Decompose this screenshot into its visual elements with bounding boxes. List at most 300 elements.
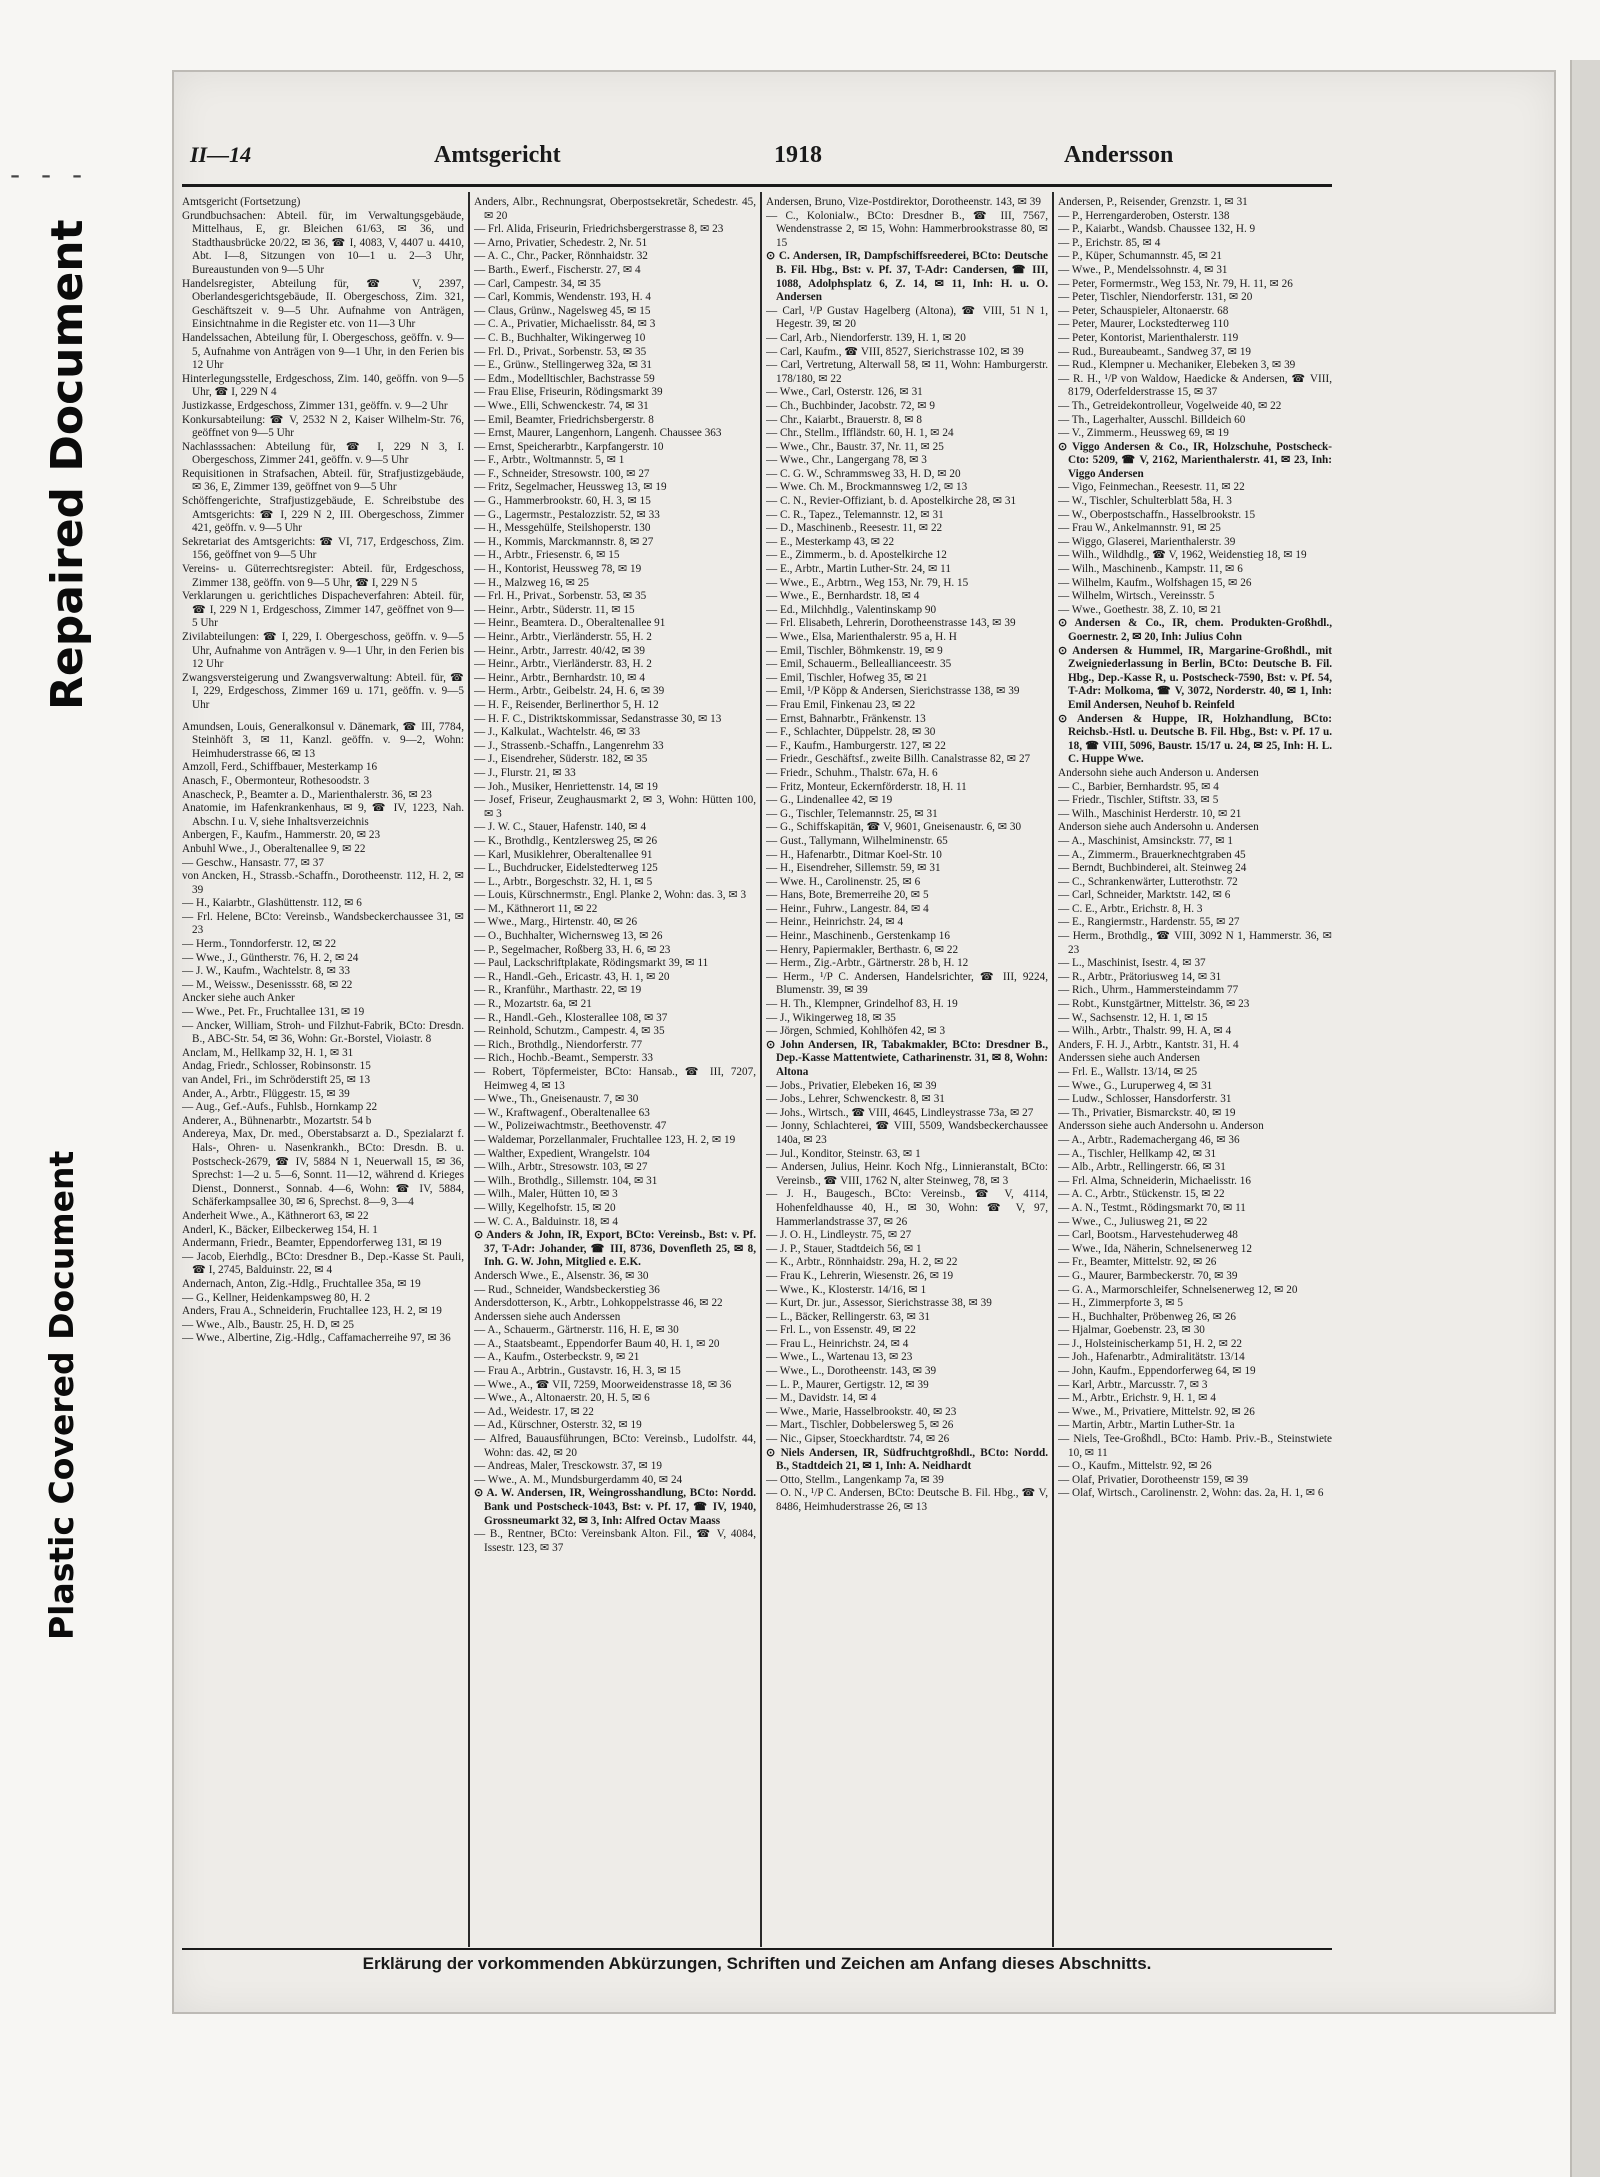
directory-entry: — Rud., Schneider, Wandsbeckerstieg 36 bbox=[474, 1283, 660, 1296]
page-number: II—14 bbox=[190, 142, 252, 167]
directory-entry: — Ernst, Speicherarbtr., Karpfangerstr. 10 bbox=[474, 440, 664, 453]
directory-entry: — Ancker, William, Stroh- und Filzhut-Fabrik, BCto: Dresdn. B., ABC-Str. 54, ✉ 36, Wohn: Gr.-Borstel, Vioiastr. 8 bbox=[182, 1019, 464, 1046]
directory-entry: — Friedr., Geschäftsf., zweite Billh. Canalstrasse 82, ✉ 27 bbox=[766, 753, 1031, 766]
directory-entry: — Robert, Töpfermeister, BCto: Hansab., ☎ III, 7207, Heimweg 4, ✉ 13 bbox=[474, 1066, 756, 1092]
directory-entry: — Jobs., Lehrer, Schwenckestr. 8, ✉ 31 bbox=[766, 1093, 945, 1106]
directory-entry: — J., Kalkulat., Wachtelstr. 46, ✉ 33 bbox=[474, 726, 641, 739]
directory-entry: Amundsen, Louis, Generalkonsul v. Dänemark, ☎ III, 7784, Steinhöft 3, ✉ 11, Kanzl. geöffn. v. 9—2, Wohn: Heimhuderstrasse 66, ✉ 13 bbox=[182, 720, 464, 760]
directory-entry: — W., Oberpostschaffn., Hasselbrookstr. 15 bbox=[1058, 508, 1256, 521]
directory-entry: — Hans, Bote, Bremerreihe 20, ✉ 5 bbox=[766, 889, 929, 902]
directory-entry: Andag, Friedr., Schlosser, Robinsonstr. 15 bbox=[182, 1060, 371, 1073]
directory-entry: — Frl. D., Privat., Sorbenstr. 53, ✉ 35 bbox=[474, 345, 647, 358]
column-divider bbox=[468, 192, 470, 1947]
directory-entry: — O., Kaufm., Mittelstr. 92, ✉ 26 bbox=[1058, 1460, 1212, 1473]
directory-entry: — Wwe., Ida, Näherin, Schnelsenerweg 12 bbox=[1058, 1242, 1252, 1255]
directory-entry: — Barth., Ewerf., Fischerstr. 27, ✉ 4 bbox=[474, 263, 641, 276]
directory-entry: — Wilh., Maschinenb., Kampstr. 11, ✉ 6 bbox=[1058, 563, 1243, 576]
directory-entry: — H., Eisendreher, Sillemstr. 59, ✉ 31 bbox=[766, 862, 941, 875]
directory-entry: Verklarungen u. gerichtliches Dispacheverfahren: Abteil. für, ☎ I, 229 N 1, Erdgeschoss, Zimmer 147, geöffnet von 9—5 Uhr bbox=[182, 590, 464, 630]
directory-entry: — Frl. E., Wallstr. 13/14, ✉ 25 bbox=[1058, 1066, 1198, 1078]
directory-entry: — J. P., Stauer, Stadtdeich 56, ✉ 1 bbox=[766, 1242, 922, 1255]
directory-entry: — J. W., Kaufm., Wachtelstr. 8, ✉ 33 bbox=[182, 965, 350, 978]
directory-entry: — Niels, Tee-Großhdl., BCto: Hamb. Priv.-B., Steinstwiete 10, ✉ 11 bbox=[1058, 1433, 1332, 1459]
directory-entry: — Wwe., E., Arbtrn., Weg 153, Nr. 79, H. 15 bbox=[766, 576, 969, 589]
directory-entry: — H. F. C., Distriktskommissar, Sedanstrasse 30, ✉ 13 bbox=[474, 712, 722, 725]
directory-entry: — K., Brothdlg., Kentzlersweg 25, ✉ 26 bbox=[474, 834, 658, 847]
directory-entry: — Edm., Modelltischler, Bachstrasse 59 bbox=[474, 372, 655, 385]
directory-entry: Anatomie, im Hafenkrankenhaus, ✉ 9, ☎ IV, 1223, Nah. Abschn. I u. V, siehe Inhaltsverzeichnis bbox=[182, 802, 464, 828]
directory-entry: — C. A., Privatier, Michaelisstr. 84, ✉ 3 bbox=[474, 318, 656, 331]
directory-entry: Vereins- u. Güterrechtsregister: Abteil. für, Erdgeschoss, Zimmer 138, geöffn. von 9—5 Uhr, ☎ I, 229 N 5 bbox=[182, 563, 464, 589]
directory-entry: Anderer, A., Bühnenarbtr., Mozartstr. 54 b bbox=[182, 1114, 372, 1127]
column-3 bbox=[766, 192, 1048, 1951]
directory-entry: — Heinr., Arbtr., Vierländerstr. 55, H. 2 bbox=[474, 631, 652, 643]
directory-entry: — Chr., Kaiarbt., Brauerstr. 8, ✉ 8 bbox=[766, 413, 923, 426]
directory-entry: ⊙ Niels Andersen, IR, Südfruchtgroßhdl., BCto: Nordd. B., Stadtdeich 21, ✉ 1, Inh: A. Neidhardt bbox=[766, 1446, 1048, 1473]
directory-entry: — G., Hammerbrookstr. 60, H. 3, ✉ 15 bbox=[474, 495, 651, 508]
directory-entry: von Ancken, H., Strassb.-Schaffn., Dorotheenstr. 112, H. 2, ✉ 39 bbox=[182, 870, 464, 896]
directory-entry: — Heinr., Arbtr., Jarrestr. 40/42, ✉ 39 bbox=[474, 644, 645, 657]
header-rule bbox=[182, 184, 1332, 187]
directory-entry: — Heinr., Fuhrw., Langestr. 84, ✉ 4 bbox=[766, 902, 929, 915]
directory-entry: — Jörgen, Schmied, Kohlhöfen 42, ✉ 3 bbox=[766, 1025, 946, 1038]
directory-entry: — Wwe., C., Juliusweg 21, ✉ 22 bbox=[1058, 1215, 1208, 1228]
directory-entry: — G. A., Marmorschleifer, Schnelsenerweg 12, ✉ 20 bbox=[1058, 1283, 1298, 1296]
directory-entry: — P., Kaiarbt., Wandsb. Chaussee 132, H. 9 bbox=[1058, 223, 1256, 236]
directory-entry: — Ad., Weidestr. 17, ✉ 22 bbox=[474, 1405, 594, 1418]
directory-entry: — A., Zimmerm., Brauerknechtgraben 45 bbox=[1058, 848, 1246, 861]
directory-entry: — Heinr., Arbtr., Vierländerstr. 83, H. 2 bbox=[474, 658, 652, 671]
directory-entry: — Frau Elise, Friseurin, Rödingsmarkt 39 bbox=[474, 386, 663, 399]
directory-entry: — C. B., Buchhalter, Wikingerweg 10 bbox=[474, 331, 646, 344]
directory-entry: — E., Arbtr., Martin Luther-Str. 24, ✉ 11 bbox=[766, 563, 951, 576]
directory-entry: — Gust., Tallymann, Wilhelminenstr. 65 bbox=[766, 834, 948, 847]
directory-entry: — A., Maschinist, Amsinckstr. 77, ✉ 1 bbox=[1058, 834, 1234, 847]
directory-entry: — R., Arbtr., Prätoriusweg 14, ✉ 31 bbox=[1058, 970, 1222, 983]
directory-entry: — Mart., Tischler, Dobbelersweg 5, ✉ 26 bbox=[766, 1419, 954, 1432]
directory-entry: — Martin, Arbtr., Martin Luther-Str. 1a bbox=[1058, 1419, 1235, 1432]
directory-entry: — Alfred, Bauausführungen, BCto: Vereinsb., Ludolfstr. 44, Wohn: das. 42, ✉ 20 bbox=[474, 1433, 756, 1459]
directory-entry: — Waldemar, Porzellanmaler, Fruchtallee 123, H. 2, ✉ 19 bbox=[474, 1133, 736, 1146]
directory-entry: — Herm., ¹/P C. Andersen, Handelsrichter, ☎ III, 9224, Blumenstr. 39, ✉ 39 bbox=[766, 970, 1048, 997]
directory-entry: — Jul., Konditor, Steinstr. 63, ✉ 1 bbox=[766, 1147, 921, 1160]
directory-entry: — Carl, Kaufm., ☎ VIII, 8527, Sierichstrasse 102, ✉ 39 bbox=[766, 345, 1024, 358]
directory-entry: — A., Schauerm., Gärtnerstr. 116, H. E, ✉ 30 bbox=[474, 1324, 679, 1337]
directory-entry: — P., Erichstr. 85, ✉ 4 bbox=[1058, 236, 1161, 249]
column-2 bbox=[474, 192, 756, 1951]
column-1 bbox=[182, 192, 464, 1951]
directory-entry: — Jobs., Privatier, Elebeken 16, ✉ 39 bbox=[766, 1079, 937, 1092]
directory-entry: ⊙ Andersen & Huppe, IR, Holzhandlung, BCto: Reichsb.-Hstl. u. Deutsche B. Fil. Hbg., Bst: v. Pf. 17 u. 18, ☎ VIII, 5096, Baustr. 15/17 u. 24, ✉ 25, Inh: H. L. C. Huppe Wwe. bbox=[1058, 712, 1332, 766]
directory-entry: Anasch, F., Obermonteur, Rothesoodstr. 3 bbox=[182, 774, 370, 787]
directory-entry: — Rich., Hochb.-Beamt., Semperstr. 33 bbox=[474, 1052, 653, 1065]
directory-entry: — A., Arbtr., Rademachergang 46, ✉ 36 bbox=[1058, 1133, 1240, 1146]
directory-entry: — W., Tischler, Schulterblatt 58a, H. 3 bbox=[1058, 495, 1232, 508]
directory-entry: Ancker siehe auch Anker bbox=[182, 992, 295, 1005]
directory-entry: — Carl, Schneider, Marktstr. 142, ✉ 6 bbox=[1058, 889, 1231, 902]
plastic-covered-label: Plastic Covered Document bbox=[42, 1150, 81, 1640]
directory-entry: — Karl, Musiklehrer, Oberaltenallee 91 bbox=[474, 848, 653, 861]
directory-entry: — H., Messgehülfe, Steilshoperstr. 130 bbox=[474, 522, 651, 535]
directory-entry: — Ernst, Maurer, Langenhorn, Langenh. Chaussee 363 bbox=[474, 427, 722, 440]
directory-entry: — Jacob, Eierhdlg., BCto: Dresdner B., Dep.-Kasse St. Pauli, ☎ I, 2745, Balduinstr. 22, ✉ 4 bbox=[182, 1250, 464, 1277]
directory-entry: — Herm., Zig.-Arbtr., Gärtnerstr. 28 b, H. 12 bbox=[766, 957, 969, 970]
directory-entry: — O. N., ¹/P C. Andersen, BCto: Deutsche B. Fil. Hbg., ☎ V, 8486, Heimhuderstrasse 26, ✉ 13 bbox=[766, 1487, 1048, 1513]
directory-entry: — H., Arbtr., Friesenstr. 6, ✉ 15 bbox=[474, 549, 620, 562]
directory-entry: Andersen, Bruno, Vize-Postdirektor, Dorotheenstr. 143, ✉ 39 bbox=[766, 196, 1041, 208]
directory-entry: — Wwe., Pet. Fr., Fruchtallee 131, ✉ 19 bbox=[182, 1006, 365, 1019]
directory-entry: — Heinr., Arbtr., Bernhardstr. 10, ✉ 4 bbox=[474, 671, 645, 684]
directory-entry: — Andersen, Julius, Heinr. Koch Nfg., Linnieranstalt, BCto: Vereinsb., ☎ VIII, 1762 N, alter Steinweg, 78, ✉ 3 bbox=[766, 1161, 1048, 1187]
directory-entry: — A. C., Chr., Packer, Rönnhaidstr. 32 bbox=[474, 250, 648, 263]
directory-entry: — A., Kaufm., Osterbeckstr. 9, ✉ 21 bbox=[474, 1351, 640, 1364]
directory-entry: — Wwe., Chr., Langergang 78, ✉ 3 bbox=[766, 454, 927, 467]
column-divider bbox=[760, 192, 762, 1947]
directory-entry: — J., Eisendreher, Süderstr. 182, ✉ 35 bbox=[474, 753, 648, 766]
directory-entry: — Th., Privatier, Bismarckstr. 40, ✉ 19 bbox=[1058, 1106, 1236, 1119]
directory-entry: Anderssen siehe auch Andersen bbox=[1058, 1052, 1200, 1065]
directory-entry: — R., Handl.-Geh., Ericastr. 43, H. 1, ✉ 20 bbox=[474, 970, 670, 983]
directory-entry: Nachlasssachen: Abteilung für, ☎ I, 229 N 3, I. Obergeschoss, Zimmer 241, geöffn. v. 9—5 Uhr bbox=[182, 440, 464, 467]
directory-entry: — E., Rangiermstr., Hardenstr. 55, ✉ 27 bbox=[1058, 916, 1240, 929]
directory-entry: — Herm., Arbtr., Geibelstr. 24, H. 6, ✉ 39 bbox=[474, 685, 665, 698]
directory-entry: — Wwe., Marg., Hirtenstr. 40, ✉ 26 bbox=[474, 916, 638, 929]
directory-entry: — Herm., Brothdlg., ☎ VIII, 3092 N 1, Hammerstr. 36, ✉ 23 bbox=[1058, 930, 1332, 956]
repaired-document-label: Repaired Document bbox=[42, 219, 93, 710]
directory-entry: — M., Weissw., Desenissstr. 68, ✉ 22 bbox=[182, 978, 353, 991]
side-label-strip bbox=[22, 120, 92, 1640]
directory-entry: — Alb., Arbtr., Rellingerstr. 66, ✉ 31 bbox=[1058, 1161, 1226, 1174]
directory-entry: Handelsregister, Abteilung für, ☎ V, 2397, Oberlandesgerichtsgebäude, II. Obergeschoss, Zim. 321, Geschäftszeit v. 9—5 Uhr. Aufnahme von Anträgen, Einsichtnahme in die Register etc. von 11—3 Uhr bbox=[182, 277, 464, 331]
directory-entry: Konkursabteilung: ☎ V, 2532 N 2, Kaiser Wilhelm-Str. 76, geöffnet von 9—5 Uhr bbox=[182, 413, 464, 440]
directory-entry: — E., Zimmerm., b. d. Apostelkirche 12 bbox=[766, 549, 947, 562]
directory-entry: — Frl. H., Privat., Sorbenstr. 53, ✉ 35 bbox=[474, 590, 647, 603]
directory-entry: Anders, F. H. J., Arbtr., Kantstr. 31, H. 4 bbox=[1058, 1038, 1239, 1051]
directory-entry: — R. H., ¹/P von Waldow, Haedicke & Andersen, ☎ VIII, 8179, Oderfelderstrasse 15, ✉ 37 bbox=[1058, 372, 1332, 399]
directory-entry: — Emil, Tischler, Böhmkenstr. 19, ✉ 9 bbox=[766, 644, 943, 657]
directory-entry: — Emil, ¹/P Köpp & Andersen, Sierichstrasse 138, ✉ 39 bbox=[766, 685, 1020, 698]
directory-entry: — W., Polizeiwachtmstr., Beethovenstr. 47 bbox=[474, 1120, 667, 1133]
directory-entry: — G., Schiffskapitän, ☎ V, 9601, Gneisenaustr. 6, ✉ 30 bbox=[766, 821, 1022, 834]
directory-entry: ⊙ Anders & John, IR, Export, BCto: Vereinsb., Bst: v. Pf. 37, T-Adr: Johander, ☎ III, 8736, Dovenfleth 25, ✉ 8, Inh. G. W. John, Mitglied e. E.K. bbox=[474, 1229, 756, 1269]
directory-entry: — D., Maschinenb., Reesestr. 11, ✉ 22 bbox=[766, 522, 943, 535]
directory-entry: — Carl, Bootsm., Harvestehuderweg 48 bbox=[1058, 1229, 1238, 1242]
directory-entry: — Wwe., M., Privatiere, Mittelstr. 92, ✉ 26 bbox=[1058, 1405, 1255, 1418]
directory-entry: — Emil, Beamter, Friedrichsbergerstr. 8 bbox=[474, 413, 654, 426]
directory-entry: — Aug., Gef.-Aufs., Fuhlsb., Hornkamp 22 bbox=[182, 1101, 378, 1114]
directory-entry: — Rud., Klempner u. Mechaniker, Elebeken 3, ✉ 39 bbox=[1058, 359, 1296, 372]
directory-entry: — Wwe., A., ☎ VII, 7259, Moorweidenstrasse 18, ✉ 36 bbox=[474, 1378, 732, 1391]
directory-entry: — Frl. Helene, BCto: Vereinsb., Wandsbeckerchaussee 31, ✉ 23 bbox=[182, 910, 464, 937]
directory-entry: — Andreas, Maler, Tresckowstr. 37, ✉ 19 bbox=[474, 1460, 662, 1473]
directory-entry: — Wwe., K., Klosterstr. 14/16, ✉ 1 bbox=[766, 1283, 927, 1296]
directory-entry: — Wwe. H., Carolinenstr. 25, ✉ 6 bbox=[766, 875, 921, 888]
directory-entry: Andermann, Friedr., Beamter, Eppendorferweg 131, ✉ 19 bbox=[182, 1237, 442, 1250]
directory-entry: — E., Mesterkamp 43, ✉ 22 bbox=[766, 535, 895, 548]
directory-entry: — Wwe., E., Bernhardstr. 18, ✉ 4 bbox=[766, 590, 920, 603]
directory-entry: — Olaf, Privatier, Dorotheenstr 159, ✉ 39 bbox=[1058, 1473, 1249, 1486]
directory-entry: Justizkasse, Erdgeschoss, Zimmer 131, geöffn. v. 9—2 Uhr bbox=[182, 399, 448, 412]
directory-entry: Andersen, P., Reisender, Grenzstr. 1, ✉ 31 bbox=[1058, 196, 1248, 208]
directory-entry: — J., Strassenb.-Schaffn., Langenrehm 33 bbox=[474, 739, 664, 752]
directory-entry: — H., Kontorist, Heussweg 78, ✉ 19 bbox=[474, 563, 642, 576]
directory-entry: Andersohn siehe auch Anderson u. Andersen bbox=[1058, 766, 1259, 779]
directory-entry: Andersdotterson, K., Arbtr., Lohkoppelstrasse 46, ✉ 22 bbox=[474, 1297, 723, 1310]
directory-entry: — A., Staatsbeamt., Eppendorfer Baum 40, H. 1, ✉ 20 bbox=[474, 1337, 720, 1350]
directory-entry: — Wilh., Wildhdlg., ☎ V, 1962, Weidenstieg 18, ✉ 19 bbox=[1058, 549, 1307, 562]
directory-entry: — R., Mozartstr. 6a, ✉ 21 bbox=[474, 998, 592, 1011]
directory-entry: Andersson siehe auch Andersohn u. Anderson bbox=[1058, 1120, 1264, 1133]
directory-entry: — Peter, Maurer, Lockstedterweg 110 bbox=[1058, 318, 1229, 331]
directory-entry: — Josef, Friseur, Zeughausmarkt 2, ✉ 3, Wohn: Hütten 100, ✉ 3 bbox=[474, 794, 756, 820]
directory-entry: — C., Schrankenwärter, Lutterothstr. 72 bbox=[1058, 875, 1238, 888]
directory-entry: — Frl. Alma, Schneiderin, Michaelisstr. 16 bbox=[1058, 1174, 1251, 1187]
directory-entry: — G., Lindenallee 42, ✉ 19 bbox=[766, 794, 893, 807]
page-header bbox=[174, 142, 1554, 188]
directory-entry: — Hjalmar, Goebenstr. 23, ✉ 30 bbox=[1058, 1324, 1205, 1337]
directory-entry: — Emil, Schauerm., Belleallianceestr. 35 bbox=[766, 658, 952, 671]
directory-entry: — Wwe., Elsa, Marienthalerstr. 95 a, H. H bbox=[766, 631, 957, 643]
directory-entry: — Wwe., A. M., Mundsburgerdamm 40, ✉ 24 bbox=[474, 1473, 683, 1486]
directory-entry: — A., Tischler, Hellkamp 42, ✉ 31 bbox=[1058, 1147, 1217, 1160]
directory-entry: ⊙ A. W. Andersen, IR, Weingrosshandlung, BCto: Nordd. Bank und Postscheck-1043, Bst: v. Pf. 17, ☎ IV, 1940, Grossneumarkt 32, ✉ 3, Inh: Alfred Octav Maass bbox=[474, 1487, 756, 1527]
directory-entry: — Wwe., Alb., Baustr. 25, H. D, ✉ 25 bbox=[182, 1318, 355, 1331]
directory-entry: — Wwe., Albertine, Zig.-Hdlg., Caffamacherreihe 97, ✉ 36 bbox=[182, 1332, 451, 1345]
directory-entry: — Fritz, Monteur, Eckernförderstr. 18, H. 11 bbox=[766, 780, 967, 793]
directory-entry: — Wwe., J., Güntherstr. 76, H. 2, ✉ 24 bbox=[182, 951, 359, 964]
column-4 bbox=[1058, 192, 1332, 1951]
directory-entry: Andersch Wwe., E., Alsenstr. 36, ✉ 30 bbox=[474, 1269, 649, 1282]
directory-entry: — Wilh., Arbtr., Stresowstr. 103, ✉ 27 bbox=[474, 1161, 648, 1174]
scan-edge bbox=[1570, 60, 1600, 2177]
edge-dashes: - - - bbox=[10, 158, 89, 191]
directory-entry: — Rud., Bureaubeamt., Sandweg 37, ✉ 19 bbox=[1058, 345, 1252, 358]
directory-entry: — Emil, Tischler, Hofweg 35, ✉ 21 bbox=[766, 671, 928, 684]
directory-entry: — F., Schlachter, Düppelstr. 28, ✉ 30 bbox=[766, 726, 936, 739]
directory-entry: — L., Bäcker, Rellingerstr. 63, ✉ 31 bbox=[766, 1310, 930, 1323]
directory-entry: — J., Holsteinischerkamp 51, H. 2, ✉ 22 bbox=[1058, 1337, 1243, 1350]
directory-entry: — Wilhelm, Kaufm., Wolfshagen 15, ✉ 26 bbox=[1058, 576, 1252, 589]
directory-entry: — Otto, Stellm., Langenkamp 7a, ✉ 39 bbox=[766, 1473, 944, 1486]
directory-entry: — C., Kolonialw., BCto: Dresdner B., ☎ III, 7567, Wendenstrasse 2, ✉ 15, Wohn: Hammerbrookstrasse 80, ✉ 15 bbox=[766, 209, 1048, 249]
directory-entry: — H. F., Reisender, Berlinerthor 5, H. 12 bbox=[474, 698, 659, 711]
directory-entry: — Rich., Brothdlg., Niendorferstr. 77 bbox=[474, 1038, 643, 1051]
directory-entry: — Paul, Lackschriftplakate, Rödingsmarkt 39, ✉ 11 bbox=[474, 957, 709, 970]
directory-entry: — Frau W., Ankelmannstr. 91, ✉ 25 bbox=[1058, 522, 1221, 535]
directory-entry: — Carl, Vertretung, Alterwall 58, ✉ 11, Wohn: Hamburgerstr. 178/180, ✉ 22 bbox=[766, 359, 1048, 385]
directory-entry: van Andel, Fri., im Schröderstift 25, ✉ 13 bbox=[182, 1074, 371, 1086]
directory-entry: Anclam, M., Hellkamp 32, H. 1, ✉ 31 bbox=[182, 1046, 354, 1059]
directory-entry: Anderssen siehe auch Anderssen bbox=[474, 1310, 621, 1323]
directory-entry: ⊙ Andersen & Co., IR, chem. Produkten-Großhdl., Goernestr. 2, ✉ 20, Inh: Julius Cohn bbox=[1058, 617, 1332, 643]
directory-entry: — L., Arbtr., Borgeschstr. 32, H. 1, ✉ 5 bbox=[474, 875, 653, 888]
directory-entry: — Rich., Uhrm., Hammersteindamm 77 bbox=[1058, 984, 1239, 997]
directory-entry: — J. O. H., Lindleystr. 75, ✉ 27 bbox=[766, 1229, 912, 1242]
directory-entry: — Joh., Hafenarbtr., Admiralitätstr. 13/14 bbox=[1058, 1351, 1245, 1364]
directory-entry: — Ch., Buchbinder, Jacobstr. 72, ✉ 9 bbox=[766, 399, 935, 412]
directory-entry: — F., Arbtr., Woltmannstr. 5, ✉ 1 bbox=[474, 454, 625, 467]
directory-entry: Hinterlegungsstelle, Erdgeschoss, Zim. 140, geöffn. von 9—5 Uhr, ☎ I, 229 N 4 bbox=[182, 372, 464, 399]
directory-entry: — R., Handl.-Geh., Klosterallee 108, ✉ 37 bbox=[474, 1011, 668, 1024]
directory-entry: — Carl, Kommis, Wendenstr. 193, H. 4 bbox=[474, 291, 651, 304]
directory-entry: Anbergen, F., Kaufm., Hammerstr. 20, ✉ 23 bbox=[182, 829, 381, 842]
directory-entry: — H., Zimmerpforte 3, ✉ 5 bbox=[1058, 1297, 1183, 1310]
directory-entry: — Wwe., A., Altonaerstr. 20, H. 5, ✉ 6 bbox=[474, 1392, 650, 1405]
directory-entry: — Heinr., Arbtr., Süderstr. 11, ✉ 15 bbox=[474, 603, 635, 616]
directory-entry: — L., Maschinist, Isestr. 4, ✉ 37 bbox=[1058, 957, 1206, 970]
directory-entry: — Frl. L., von Essenstr. 49, ✉ 22 bbox=[766, 1324, 916, 1337]
directory-entry: — Wilh., Brothdlg., Sillemstr. 104, ✉ 31 bbox=[474, 1174, 658, 1187]
directory-entry: — L. P., Maurer, Gertigstr. 12, ✉ 39 bbox=[766, 1378, 929, 1391]
directory-entry: Anascheck, P., Beamter a. D., Marienthalerstr. 36, ✉ 23 bbox=[182, 788, 432, 801]
directory-entry: — Wilh., Maler, Hütten 10, ✉ 3 bbox=[474, 1188, 618, 1201]
directory-entry: Anderson siehe auch Andersohn u. Andersen bbox=[1058, 821, 1259, 834]
directory-entry: — Wwe., Goethestr. 38, Z. 10, ✉ 21 bbox=[1058, 603, 1222, 616]
directory-entry: — G., Maurer, Barmbeckerstr. 70, ✉ 39 bbox=[1058, 1269, 1238, 1282]
directory-entry: — H., Hafenarbtr., Ditmar Koel-Str. 10 bbox=[766, 848, 942, 861]
directory-entry: — W., Kraftwagenf., Oberaltenallee 63 bbox=[474, 1106, 650, 1119]
directory-entry: ⊙ Andersen & Hummel, IR, Margarine-Großhdl., mit Zweigniederlassung in Berlin, BCto: Deutsche B. Fil. Hbg., Dep.-Kasse R, u. Postscheck-7590, Bst: v. Pf. 54, T-Adr: Molkoma, ☎ V, 3072, Norderstr. 40, ✉ 1, Inh: Emil Andersen, Neuhof b. Reinfeld bbox=[1058, 644, 1332, 711]
directory-entry: — Wwe., Th., Gneisenaustr. 7, ✉ 30 bbox=[474, 1093, 639, 1106]
directory-entry: — P., Herrengarderoben, Osterstr. 138 bbox=[1058, 209, 1230, 222]
directory-entry: — M., Käthnerort 11, ✉ 22 bbox=[474, 902, 598, 915]
directory-entry: Zwangsversteigerung und Zwangsverwaltung: Abteil. für, ☎ I, 229, Erdgeschoss, Zimmer 169 u. 171, geöffn. v. 9—5 Uhr bbox=[182, 671, 464, 711]
directory-entry: — C., Barbier, Bernhardstr. 95, ✉ 4 bbox=[1058, 780, 1219, 793]
directory-entry: — Heinr., Maschinenb., Gerstenkamp 16 bbox=[766, 930, 950, 943]
directory-entry: — Peter, Tischler, Niendorferstr. 131, ✉ 20 bbox=[1058, 291, 1253, 304]
directory-entry: — Carl, Campestr. 34, ✉ 35 bbox=[474, 277, 601, 290]
directory-entry: — Ludw., Schlosser, Hansdorferstr. 31 bbox=[1058, 1093, 1232, 1106]
directory-entry: — Friedr., Tischler, Stiftstr. 33, ✉ 5 bbox=[1058, 794, 1219, 807]
directory-entry: — Willy, Kegelhofstr. 15, ✉ 20 bbox=[474, 1201, 616, 1214]
directory-entry: — J., Flurstr. 21, ✉ 33 bbox=[474, 766, 576, 779]
directory-entry: — Wwe. Ch. M., Brockmannsweg 1/2, ✉ 13 bbox=[766, 481, 968, 494]
directory-entry: — W., Sachsenstr. 12, H. 1, ✉ 15 bbox=[1058, 1011, 1208, 1024]
directory-entry: — Jonny, Schlachterei, ☎ VIII, 5509, Wandsbeckerchaussee 140a, ✉ 23 bbox=[766, 1120, 1048, 1146]
directory-entry: — Wwe., P., Mendelssohnstr. 4, ✉ 31 bbox=[1058, 263, 1228, 276]
directory-entry: Andernach, Anton, Zig.-Hdlg., Fruchtallee 35a, ✉ 19 bbox=[182, 1277, 421, 1290]
directory-entry: — Frl. Elisabeth, Lehrerin, Dorotheenstrasse 143, ✉ 39 bbox=[766, 617, 1016, 630]
directory-entry: — Heinr., Heinrichstr. 24, ✉ 4 bbox=[766, 916, 904, 929]
directory-entry: ⊙ C. Andersen, IR, Dampfschiffsreederei, BCto: Deutsche B. Fil. Hbg., Bst: v. Pf. 37, T-Adr: Candersen, ☎ III, 1088, Adolphsplatz 6, Z. 14, ✉ 11, Inh: H. u. O. Andersen bbox=[766, 250, 1048, 304]
directory-entry: — Wwe., Marie, Hasselbrookstr. 40, ✉ 23 bbox=[766, 1405, 957, 1418]
directory-entry: Anders, Frau A., Schneiderin, Fruchtallee 123, H. 2, ✉ 19 bbox=[182, 1305, 442, 1318]
directory-entry: — Herm., Tonndorferstr. 12, ✉ 22 bbox=[182, 938, 337, 951]
directory-entry: — Wwe., Chr., Baustr. 37, Nr. 11, ✉ 25 bbox=[766, 440, 944, 453]
directory-entry: — Robt., Kunstgärtner, Mittelstr. 36, ✉ 23 bbox=[1058, 998, 1250, 1011]
directory-entry: — J., Wikingerweg 18, ✉ 35 bbox=[766, 1011, 896, 1024]
directory-entry: Ander, A., Arbtr., Flüggestr. 15, ✉ 39 bbox=[182, 1087, 350, 1100]
directory-entry: — Peter, Schauspieler, Altonaerstr. 68 bbox=[1058, 304, 1229, 317]
directory-entry: Amzoll, Ferd., Schiffbauer, Mesterkamp 16 bbox=[182, 761, 378, 774]
directory-entry: — Vigo, Feinmechan., Reesestr. 11, ✉ 22 bbox=[1058, 481, 1245, 494]
directory-entry: — Nic., Gipser, Stoeckhardtstr. 74, ✉ 26 bbox=[766, 1433, 950, 1446]
directory-entry: — Johs., Wirtsch., ☎ VIII, 4645, Lindleystrasse 73a, ✉ 27 bbox=[766, 1106, 1034, 1119]
directory-entry: Zivilabteilungen: ☎ I, 229, I. Obergeschoss, geöffn. v. 9—5 Uhr, Aufnahme von Anträgen v. 9—1 Uhr, in den Ferien bis 12 Uhr bbox=[182, 631, 464, 671]
directory-entry: — J. H., Baugesch., BCto: Vereinsb., ☎ V, 4114, Hohenfeldhausse 40, H., ✉ 30, Wohn: ☎ V, 97, Hammerlandstrasse 37, ✉ 26 bbox=[766, 1188, 1048, 1228]
section-title: Amtsgericht bbox=[434, 142, 561, 168]
directory-entry: — M., Arbtr., Erichstr. 9, H. 1, ✉ 4 bbox=[1058, 1392, 1216, 1405]
directory-entry: — W. C. A., Balduinstr. 18, ✉ 4 bbox=[474, 1215, 618, 1228]
directory-entry: — Wwe., Elli, Schwenckestr. 74, ✉ 31 bbox=[474, 399, 649, 412]
directory-entry: — E., Grünw., Stellingerweg 32a, ✉ 31 bbox=[474, 359, 652, 372]
directory-entry: — Peter, Kontorist, Marienthalerstr. 119 bbox=[1058, 331, 1239, 344]
directory-entry: — L., Buchdrucker, Eidelstedterweg 125 bbox=[474, 862, 658, 875]
directory-entry: Anderl, K., Bäcker, Eilbeckerweg 154, H. 1 bbox=[182, 1223, 378, 1236]
directory-entry bbox=[182, 713, 464, 721]
directory-entry: — Berndt, Buchbinderei, alt. Steinweg 24 bbox=[1058, 862, 1247, 875]
directory-entry: — Olaf, Wirtsch., Carolinenstr. 2, Wohn: das. 2a, H. 1, ✉ 6 bbox=[1058, 1487, 1324, 1500]
directory-entry: — Th., Lagerhalter, Ausschl. Billdeich 60 bbox=[1058, 413, 1246, 426]
directory-entry: Schöffengerichte, Strafjustizgebäude, E. Schreibstube des Amtsgerichts: ☎ I, 229 N 2, III. Obergeschoss, Zimmer 421, geöffn. v. 9—5 Uhr bbox=[182, 495, 464, 535]
directory-entry: — Frau A., Arbtrin., Gustavstr. 16, H. 3, ✉ 15 bbox=[474, 1365, 681, 1378]
directory-entry: — C. E., Arbtr., Erichstr. 8, H. 3 bbox=[1058, 902, 1203, 915]
directory-entry: — Joh., Musiker, Henriettenstr. 14, ✉ 19 bbox=[474, 780, 658, 793]
directory-entry: — P., Segelmacher, Roßberg 33, H. 6, ✉ 23 bbox=[474, 943, 671, 956]
directory-entry: — Wwe., L., Wartenau 13, ✉ 23 bbox=[766, 1351, 913, 1364]
running-name: Andersson bbox=[1064, 142, 1174, 168]
columns bbox=[174, 192, 1334, 1947]
directory-entry: — F., Schneider, Stresowstr. 100, ✉ 27 bbox=[474, 467, 650, 480]
directory-entry: — Ad., Kürschner, Osterstr. 32, ✉ 19 bbox=[474, 1419, 642, 1432]
directory-entry: Anderheit Wwe., A., Käthnerort 63, ✉ 22 bbox=[182, 1209, 369, 1222]
directory-entry: — J. W. C., Stauer, Hafenstr. 140, ✉ 4 bbox=[474, 821, 647, 834]
directory-entry: — Wiggo, Glaserei, Marienthalerstr. 39 bbox=[1058, 535, 1236, 548]
directory-entry: — Frl. Alida, Friseurin, Friedrichsbergerstrasse 8, ✉ 23 bbox=[474, 223, 724, 236]
directory-entry: — O., Buchhalter, Wichernsweg 13, ✉ 26 bbox=[474, 930, 663, 943]
directory-entry: — Reinhold, Schutzm., Campestr. 4, ✉ 35 bbox=[474, 1025, 665, 1038]
directory-entry: Requisitionen in Strafsachen, Abteil. für, Strafjustizgebäude, ✉ 36, E, Zimmer 139, geöffnet von 9—5 Uhr bbox=[182, 467, 464, 494]
directory-entry: — Frau L., Heinrichstr. 24, ✉ 4 bbox=[766, 1337, 909, 1350]
directory-entry: ⊙ John Andersen, IR, Tabakmakler, BCto: Dresdner B., Dep.-Kasse Mattentwiete, Catharinenstr. 31, ✉ 8, Wohn: Altona bbox=[766, 1038, 1048, 1078]
directory-entry: — K., Arbtr., Rönnhaidstr. 29a, H. 2, ✉ 22 bbox=[766, 1256, 958, 1269]
directory-entry: — F., Kaufm., Hamburgerstr. 127, ✉ 22 bbox=[766, 739, 946, 752]
directory-entry: Anders, Albr., Rechnungsrat, Oberpostsekretär, Schedestr. 45, ✉ 20 bbox=[474, 196, 756, 222]
directory-entry: — Wwe., L., Dorotheenstr. 143, ✉ 39 bbox=[766, 1365, 937, 1378]
directory-entry: — Claus, Grünw., Nagelsweg 45, ✉ 15 bbox=[474, 304, 651, 317]
directory-entry: — Frau K., Lehrerin, Wiesenstr. 26, ✉ 19 bbox=[766, 1269, 954, 1282]
directory-entry: — Carl, Arb., Niendorferstr. 139, H. 1, ✉ 20 bbox=[766, 331, 966, 344]
directory-entry: — V., Zimmerm., Heussweg 69, ✉ 19 bbox=[1058, 427, 1229, 440]
directory-entry: — G., Kellner, Heidenkampsweg 80, H. 2 bbox=[182, 1291, 371, 1304]
directory-entry: — Henry, Papiermakler, Berthastr. 6, ✉ 22 bbox=[766, 943, 959, 956]
directory-entry: — G., Tischler, Telemannstr. 25, ✉ 31 bbox=[766, 807, 938, 820]
column-divider bbox=[1052, 192, 1054, 1947]
directory-entry: — Wwe., Carl, Osterstr. 126, ✉ 31 bbox=[766, 386, 923, 399]
directory-entry: — Peter, Formermstr., Weg 153, Nr. 79, H. 11, ✉ 26 bbox=[1058, 277, 1293, 290]
directory-entry: Andereya, Max, Dr. med., Oberstabsarzt a. D., Spezialarzt f. Hals-, Ohren- u. Nasenkrankh., BCto: Dresdn. B. u. Postscheck-2679, ☎ IV, 5884 N 1, Neuerwall 15, ✉ 36, Sprechst: 1—2 u. 5—6, Sonnt. 11—12, während d. Krieges Dienst., Donnerst., Sonnab. 4—6, Wohn: ☎ IV, 5884, Schäferkampsallee 30, ✉ 6, Sprechst. 8—9, 3—4 bbox=[182, 1128, 464, 1209]
directory-entry: — Ed., Milchhdlg., Valentinskamp 90 bbox=[766, 603, 937, 616]
directory-entry: Anbuhl Wwe., J., Oberaltenallee 9, ✉ 22 bbox=[182, 842, 366, 855]
directory-entry: — Arno, Privatier, Schedestr. 2, Nr. 51 bbox=[474, 236, 648, 249]
directory-entry: — Wilh., Maschinist Herderstr. 10, ✉ 21 bbox=[1058, 807, 1242, 820]
directory-entry: — John, Kaufm., Eppendorferweg 64, ✉ 19 bbox=[1058, 1365, 1256, 1378]
directory-entry: — G., Lagermstr., Pestalozzistr. 52, ✉ 33 bbox=[474, 508, 660, 521]
directory-entry: — P., Küper, Schumannstr. 45, ✉ 21 bbox=[1058, 250, 1222, 263]
directory-entry: Amtsgericht (Fortsetzung) bbox=[182, 196, 301, 208]
directory-entry: — A. N., Testmt., Rödingsmarkt 70, ✉ 11 bbox=[1058, 1201, 1246, 1214]
directory-entry: — C. R., Tapez., Telemannstr. 12, ✉ 31 bbox=[766, 508, 944, 521]
directory-page bbox=[172, 70, 1556, 2014]
footer-rule bbox=[182, 1948, 1332, 1950]
directory-entry: — Carl, ¹/P Gustav Hagelberg (Altona), ☎ VIII, 51 N 1, Hegestr. 39, ✉ 20 bbox=[766, 304, 1048, 331]
directory-entry: — H., Malzweg 16, ✉ 25 bbox=[474, 576, 590, 589]
directory-entry: — Friedr., Schuhm., Thalstr. 67a, H. 6 bbox=[766, 766, 938, 779]
directory-entry: — C. N., Revier-Offiziant, b. d. Apostelkirche 28, ✉ 31 bbox=[766, 495, 1017, 508]
directory-entry: — H. Th., Klempner, Grindelhof 83, H. 19 bbox=[766, 998, 958, 1011]
directory-entry: — Louis, Kürschnermstr., Engl. Planke 2, Wohn: das. 3, ✉ 3 bbox=[474, 889, 747, 902]
directory-entry: — Fritz, Segelmacher, Heussweg 13, ✉ 19 bbox=[474, 481, 667, 494]
